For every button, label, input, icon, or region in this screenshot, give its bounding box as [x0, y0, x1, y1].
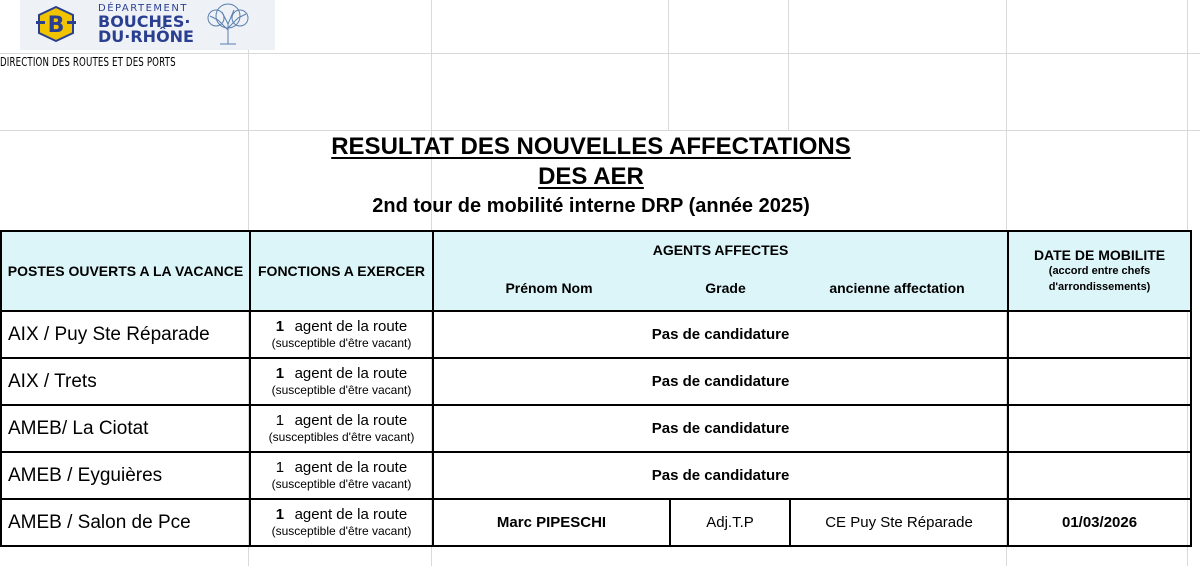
fonction-label: agent de la route: [294, 411, 408, 429]
gridline: [668, 0, 669, 130]
gridline: [0, 130, 1200, 131]
table-row: [1, 499, 1191, 546]
svg-text:B: B: [47, 13, 65, 38]
fonction-note: (susceptible d'être vacant): [271, 382, 412, 397]
fonction-label: agent de la route: [294, 505, 408, 523]
date-cell: [1008, 311, 1191, 358]
header-ancienne-affectation: ancienne affectation: [829, 280, 965, 296]
page-title-line2: DES AER: [538, 163, 644, 190]
tree-icon: [202, 2, 254, 46]
fonction-label: agent de la route: [294, 458, 408, 476]
poste-cell: AIX / Puy Ste Réparade: [1, 311, 250, 358]
poste-cell: AIX / Trets: [1, 358, 250, 405]
header-grade: Grade: [705, 280, 746, 296]
fonction-note: (susceptible d'être vacant): [271, 476, 412, 491]
header-agents-title: AGENTS AFFECTES: [652, 242, 789, 258]
fonction-cell: [250, 452, 433, 499]
date-cell: [1008, 358, 1191, 405]
fonction-cell: [250, 358, 433, 405]
page-subtitle: 2nd tour de mobilité interne DRP (année 2025): [372, 195, 810, 217]
fonction-label: agent de la route: [294, 317, 408, 335]
poste-cell: AMEB/ La Ciotat: [1, 405, 250, 452]
header-agents-subcolumns: [434, 280, 1007, 296]
department-logo: [20, 0, 275, 50]
header-date-note: (accord entre chefs d'arrondissements): [1048, 265, 1151, 293]
header-agents: [433, 231, 1008, 311]
fonction-label: agent de la route: [294, 364, 408, 382]
fonction-count: 1: [275, 364, 285, 382]
header-prenom-nom: Prénom Nom: [505, 280, 593, 296]
table-row: [1, 358, 1191, 405]
table-row: [1, 405, 1191, 452]
table-row: [1, 311, 1191, 358]
logo-department-text: DÉPARTEMENT: [98, 3, 188, 14]
fonction-count: 1: [275, 458, 285, 476]
table-header-row: [1, 231, 1191, 311]
header-fonctions: FONCTIONS A EXERCER: [250, 231, 433, 311]
direction-label: DIRECTION DES ROUTES ET DES PORTS: [0, 55, 176, 69]
status-cell: Pas de candidature: [433, 405, 1008, 452]
date-cell: [1008, 405, 1191, 452]
table-row: [1, 452, 1191, 499]
fonction-cell: [250, 405, 433, 452]
logo-line1: BOUCHES·: [98, 12, 191, 31]
header-postes: POSTES OUVERTS A LA VACANCE: [1, 231, 250, 311]
gridline: [788, 0, 789, 130]
affectations-table: [0, 230, 1192, 547]
status-cell: Pas de candidature: [433, 358, 1008, 405]
poste-cell: AMEB / Eyguières: [1, 452, 250, 499]
header-date-title: DATE DE MOBILITE: [1033, 247, 1166, 263]
date-cell: 01/03/2026: [1008, 499, 1191, 546]
agent-name-cell: Marc PIPESCHI: [433, 499, 670, 546]
gridline: [0, 53, 1200, 54]
fonction-note: (susceptible d'être vacant): [271, 523, 412, 538]
agent-grade-cell: Adj.T.P: [670, 499, 790, 546]
fonction-count: 1: [275, 317, 285, 335]
logo-line2: DU·RHÔNE: [98, 27, 194, 46]
fonction-note: (susceptible d'être vacant): [271, 335, 412, 350]
fonction-cell: [250, 499, 433, 546]
fonction-count: 1: [275, 505, 285, 523]
status-cell: Pas de candidature: [433, 452, 1008, 499]
fonction-note: (susceptibles d'être vacant): [268, 429, 415, 444]
logo-b-icon: [36, 6, 76, 42]
date-cell: [1008, 452, 1191, 499]
fonction-count: 1: [275, 411, 285, 429]
agent-ancienne-cell: CE Puy Ste Réparade: [790, 499, 1008, 546]
fonction-cell: [250, 311, 433, 358]
status-cell: Pas de candidature: [433, 311, 1008, 358]
poste-cell: AMEB / Salon de Pce: [1, 499, 250, 546]
page-title: RESULTAT DES NOUVELLES AFFECTATIONS: [331, 133, 851, 160]
header-date: [1008, 231, 1191, 311]
